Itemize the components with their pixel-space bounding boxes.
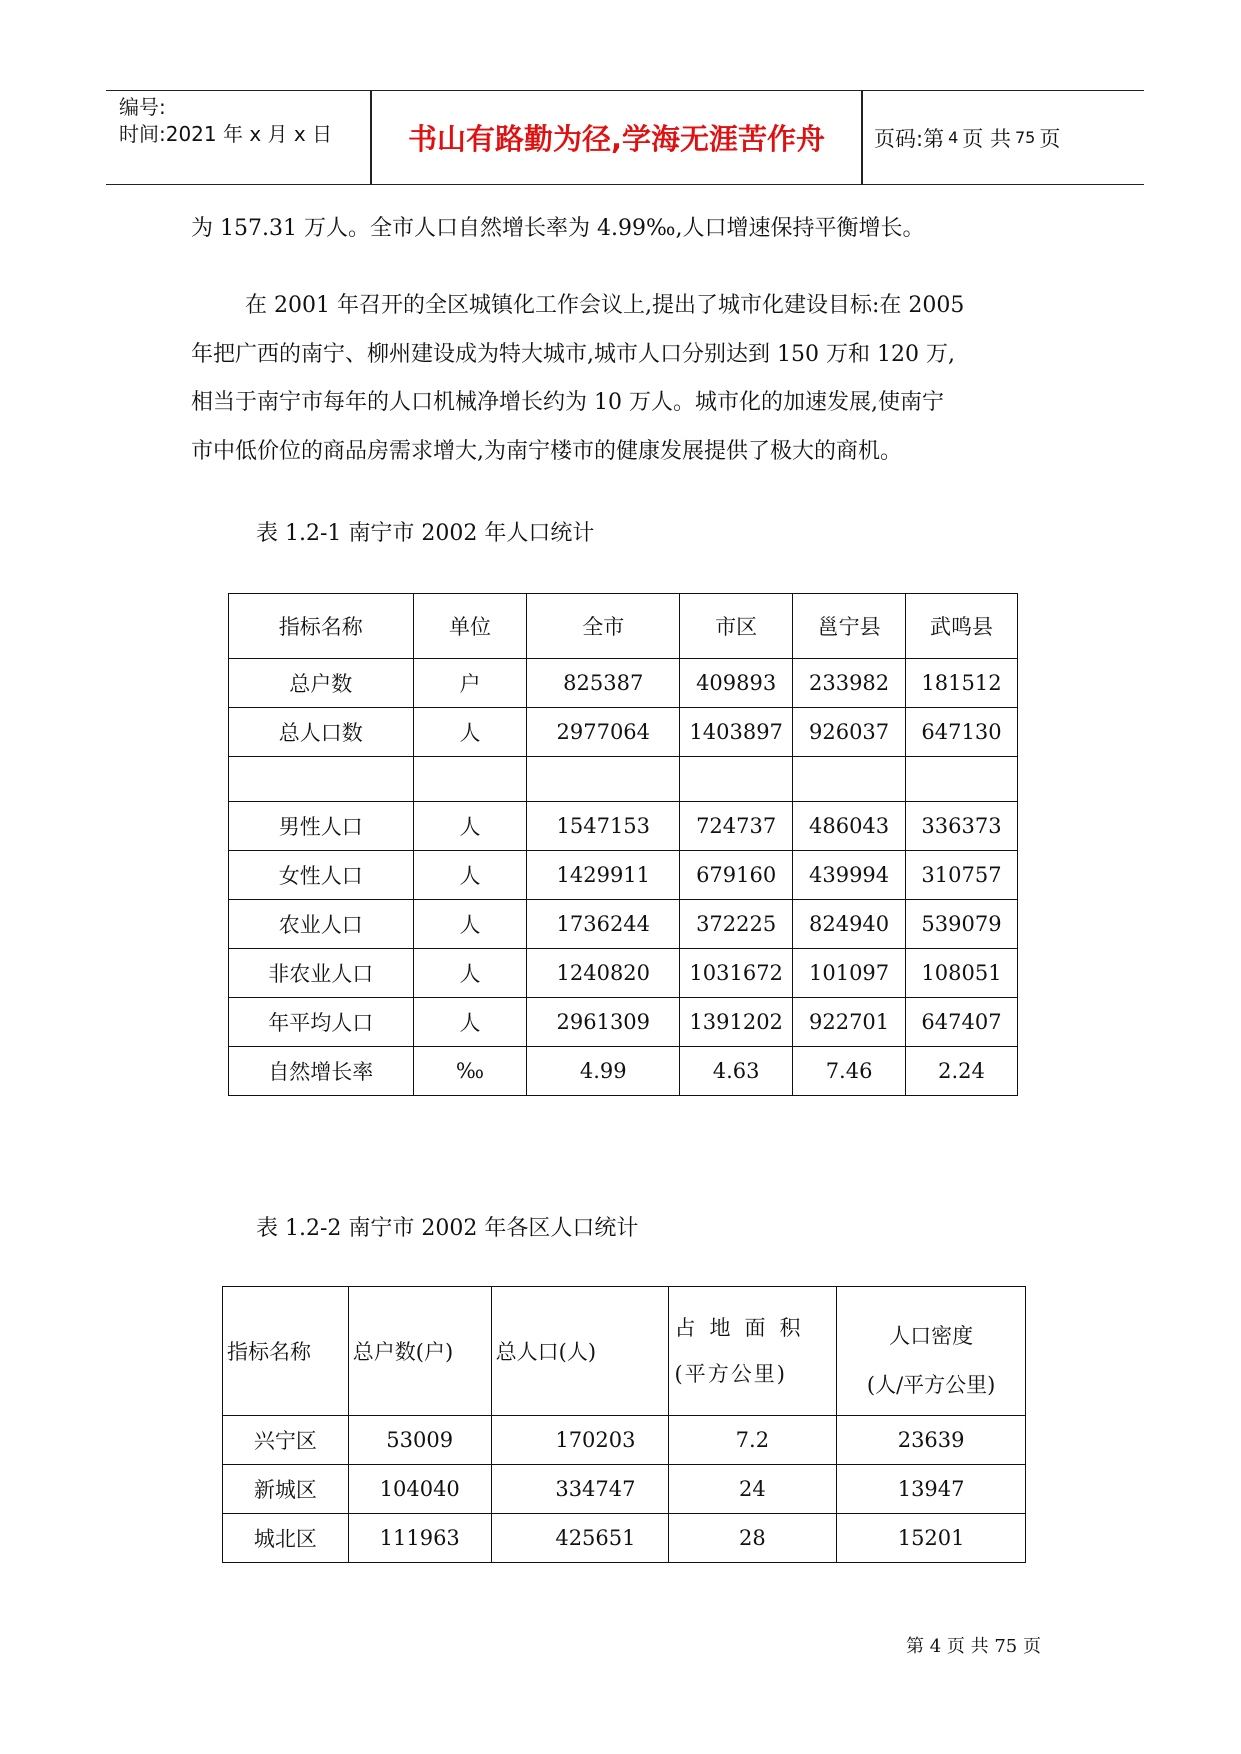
column-header: 市区 [680, 594, 793, 659]
table-cell: 679160 [680, 851, 793, 900]
table1-caption: 表 1.2-1 南宁市 2002 年人口统计 [256, 521, 595, 546]
table-cell: 1240820 [527, 949, 680, 998]
paragraph-line: 相当于南宁市每年的人口机械净增长约为 10 万人。城市化的加速发展,使南宁 [191, 390, 944, 415]
page-prefix: 页码:第 [874, 126, 945, 151]
table-cell: 486043 [793, 802, 906, 851]
table-cell: 人 [413, 900, 527, 949]
table-cell: 户 [413, 659, 527, 708]
table-cell [413, 757, 527, 802]
table-cell: 2977064 [527, 708, 680, 757]
table-cell: 人 [413, 949, 527, 998]
table-cell: 13947 [837, 1465, 1026, 1514]
table-cell: 310757 [906, 851, 1018, 900]
table-cell: 23639 [837, 1416, 1026, 1465]
district-population-table [222, 1286, 1026, 1563]
table-cell: 4.63 [680, 1047, 793, 1096]
table-cell: 自然增长率 [229, 1047, 414, 1096]
header-line: 人口密度 [889, 1324, 974, 1348]
page-suffix: 页 [1039, 126, 1061, 151]
table-cell: 24 [668, 1465, 837, 1514]
table-row [229, 949, 1018, 998]
table-cell: 1403897 [680, 708, 793, 757]
column-header: 单位 [413, 594, 527, 659]
table-cell [680, 757, 793, 802]
page-mid: 页 共 [962, 126, 1011, 151]
column-header: 邕宁县 [793, 594, 906, 659]
table-cell: 647130 [906, 708, 1018, 757]
table-cell: 人 [413, 998, 527, 1047]
table-cell: 1547153 [527, 802, 680, 851]
table-cell: 425651 [491, 1514, 668, 1563]
table-cell: 兴宁区 [223, 1416, 349, 1465]
table-row [223, 1465, 1026, 1514]
paragraph-line: 市中低价位的商品房需求增大,为南宁楼市的健康发展提供了极大的商机。 [191, 438, 902, 464]
column-header: 指标名称 [223, 1287, 349, 1416]
table-cell: 非农业人口 [229, 949, 414, 998]
table-cell: 101097 [793, 949, 906, 998]
paragraph-line: 在 2001 年召开的全区城镇化工作会议上,提出了城市化建设目标:在 2005 [245, 293, 965, 318]
table-cell: 农业人口 [229, 900, 414, 949]
table-cell: ‰ [413, 1047, 527, 1096]
table-cell: 336373 [906, 802, 1018, 851]
table-cell: 1031672 [680, 949, 793, 998]
table-row [229, 659, 1018, 708]
page-current: 4 [948, 128, 959, 147]
table-cell: 4.99 [527, 1047, 680, 1096]
table-cell: 总户数 [229, 659, 414, 708]
table2-caption: 表 1.2-2 南宁市 2002 年各区人口统计 [256, 1216, 639, 1241]
page-total: 75 [1014, 128, 1036, 147]
header-line: (人/平方公里) [866, 1373, 996, 1397]
table-cell: 人 [413, 708, 527, 757]
table-row [223, 1416, 1026, 1465]
table-row [229, 708, 1018, 757]
table-cell: 1429911 [527, 851, 680, 900]
table-cell [229, 757, 414, 802]
column-header: 武鸣县 [906, 594, 1018, 659]
table-header-row [223, 1287, 1026, 1416]
table-cell [906, 757, 1018, 802]
header-page-number [874, 91, 1060, 184]
table-cell: 439994 [793, 851, 906, 900]
table-cell: 城北区 [223, 1514, 349, 1563]
table-cell: 15201 [837, 1514, 1026, 1563]
table-cell: 28 [668, 1514, 837, 1563]
paragraph-2 [191, 282, 1061, 476]
column-header-area [668, 1287, 837, 1416]
table-cell: 新城区 [223, 1465, 349, 1514]
table-cell: 女性人口 [229, 851, 414, 900]
table-cell: 926037 [793, 708, 906, 757]
table-cell: 104040 [348, 1465, 491, 1514]
column-header: 总人口(人) [491, 1287, 668, 1416]
paragraph-line: 年把广西的南宁、柳州建设成为特大城市,城市人口分别达到 150 万和 120 万, [191, 341, 955, 367]
page-footer: 第 4 页 共 75 页 [906, 1636, 1041, 1657]
table-cell: 922701 [793, 998, 906, 1047]
table-cell: 人 [413, 802, 527, 851]
table-cell: 724737 [680, 802, 793, 851]
column-header: 总户数(户) [348, 1287, 491, 1416]
table-row [223, 1514, 1026, 1563]
paragraph-1: 为 157.31 万人。全市人口自然增长率为 4.99‰,人口增速保持平衡增长。 [191, 216, 925, 241]
column-header-density [837, 1287, 1026, 1416]
table-cell [527, 757, 680, 802]
table-row [229, 998, 1018, 1047]
column-header: 指标名称 [229, 594, 414, 659]
table-cell: 170203 [491, 1416, 668, 1465]
table-row [229, 1047, 1018, 1096]
table-cell: 7.2 [668, 1416, 837, 1465]
table-cell: 1391202 [680, 998, 793, 1047]
table-header-row [229, 594, 1018, 659]
table-row [229, 900, 1018, 949]
table-cell: 2.24 [906, 1047, 1018, 1096]
table-cell: 825387 [527, 659, 680, 708]
table-cell: 181512 [906, 659, 1018, 708]
header-divider [861, 91, 863, 184]
population-table [228, 593, 1018, 1096]
table-cell: 372225 [680, 900, 793, 949]
table-cell: 总人口数 [229, 708, 414, 757]
header-meta [119, 94, 369, 148]
table-cell: 7.46 [793, 1047, 906, 1096]
table-row [229, 802, 1018, 851]
header-line: 占地面积 [674, 1316, 815, 1340]
table-cell: 647407 [906, 998, 1018, 1047]
table-cell: 2961309 [527, 998, 680, 1047]
table-cell: 824940 [793, 900, 906, 949]
column-header: 全市 [527, 594, 680, 659]
page-header [106, 90, 1144, 185]
document-time-label: 时间:2021 年 x 月 x 日 [119, 122, 333, 146]
table-cell: 年平均人口 [229, 998, 414, 1047]
table-cell: 人 [413, 851, 527, 900]
table-cell [793, 757, 906, 802]
table-cell: 53009 [348, 1416, 491, 1465]
header-line: (平方公里) [674, 1362, 787, 1386]
document-number-label: 编号: [119, 95, 166, 119]
header-motto: 书山有路勤为径,学海无涯苦作舟 [407, 122, 826, 156]
table-row [229, 851, 1018, 900]
table-cell: 409893 [680, 659, 793, 708]
table-cell: 539079 [906, 900, 1018, 949]
table-cell: 1736244 [527, 900, 680, 949]
table-row-empty [229, 757, 1018, 802]
table-cell: 233982 [793, 659, 906, 708]
table-cell: 108051 [906, 949, 1018, 998]
table-cell: 111963 [348, 1514, 491, 1563]
table-cell: 男性人口 [229, 802, 414, 851]
table-cell: 334747 [491, 1465, 668, 1514]
